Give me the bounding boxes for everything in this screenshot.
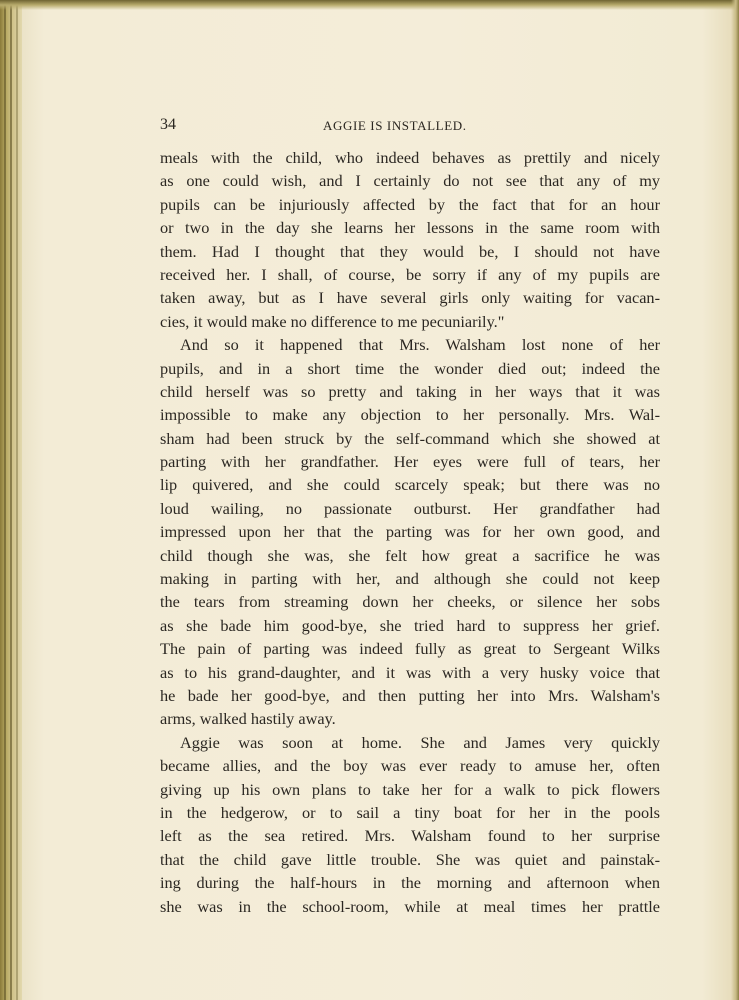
page-header — [160, 116, 656, 138]
text-line: left as the sea retired. Mrs. Walsham found to her surprise — [160, 826, 660, 846]
text-line: or two in the day she learns her lessons in the same room with — [160, 218, 660, 238]
text-line: impossible to make any objection to her personally. Mrs. Wal- — [160, 405, 660, 425]
text-line: that the child gave little trouble. She was quiet and painstak- — [160, 849, 660, 869]
text-line: pupils, and in a short time the wonder died out; indeed the — [160, 358, 660, 378]
text-line: making in parting with her, and although she could not keep — [160, 569, 660, 589]
text-line: as to his grand-daughter, and it was with a very husky voice that — [160, 662, 660, 682]
text-line: taken away, but as I have several girls only waiting for vacan- — [160, 288, 660, 308]
text-line: parting with her grandfather. Her eyes were full of tears, her — [160, 452, 660, 472]
text-line: as she bade him good-bye, she tried hard to suppress her grief. — [160, 615, 660, 635]
text-line: child though she was, she felt how great a sacrifice he was — [160, 545, 660, 565]
text-line: in the hedgerow, or to sail a tiny boat for her in the pools — [160, 802, 660, 822]
text-line: meals with the child, who indeed behaves as prettily and nicely — [160, 148, 660, 167]
text-line: became allies, and the boy was ever ready to amuse her, often — [160, 756, 660, 776]
page-top-edge — [0, 0, 739, 10]
text-line: them. Had I thought that they would be, I should not have — [160, 241, 660, 261]
spine-edge-line — [4, 0, 6, 1000]
text-line: ing during the half-hours in the morning and afternoon when — [160, 873, 660, 893]
text-line: cies, it would make no difference to me pecuniarily." — [160, 311, 505, 331]
text-line: lip quivered, and she could scarcely speak; but there was no — [160, 475, 660, 495]
page-right-edge — [731, 0, 739, 1000]
text-line: he bade her good-bye, and then putting her into Mrs. Walsham's — [160, 685, 660, 705]
text-line: giving up his own plans to take her for a walk to pick flowers — [160, 779, 660, 799]
text-line: sham had been struck by the self-command which she showed at — [160, 428, 660, 448]
text-line: received her. I shall, of course, be sorry if any of my pupils are — [160, 264, 660, 284]
text-line: loud wailing, no passionate outburst. Her grandfather had — [160, 498, 660, 518]
spine-edge-line — [10, 0, 12, 1000]
text-line: she was in the school-room, while at meal times her prattle — [160, 896, 660, 916]
body-text — [160, 146, 660, 918]
text-line: Aggie was soon at home. She and James very quickly — [180, 732, 660, 752]
text-line: as one could wish, and I certainly do not see that any of my — [160, 171, 660, 191]
running-head: AGGIE IS INSTALLED. — [323, 118, 467, 133]
text-line: the tears from streaming down her cheeks, or silence her sobs — [160, 592, 660, 612]
text-line: And so it happened that Mrs. Walsham lost none of her — [180, 335, 660, 355]
text-line: impressed upon her that the parting was for her own good, and — [160, 522, 660, 542]
text-line: The pain of parting was indeed fully as great to Sergeant Wilks — [160, 639, 660, 659]
page-number: 34 — [160, 116, 176, 133]
text-line: child herself was so pretty and taking in her ways that it was — [160, 381, 660, 401]
spine-edge-line — [16, 0, 18, 1000]
text-line: arms, walked hastily away. — [160, 709, 336, 729]
text-line: pupils can be injuriously affected by the fact that for an hour — [160, 194, 660, 214]
